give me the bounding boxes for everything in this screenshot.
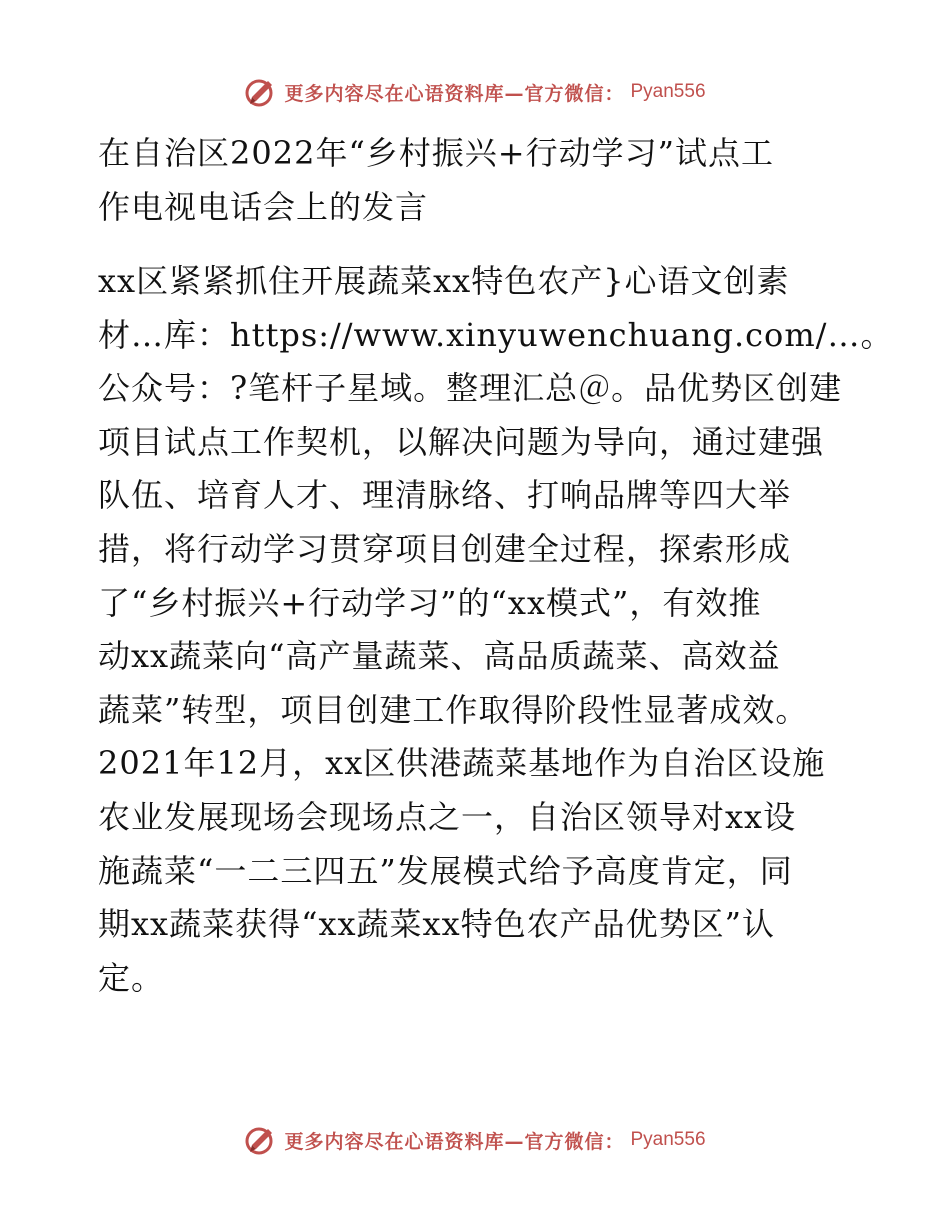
- title-line: 作电视电话会上的发言: [98, 187, 429, 226]
- body-line: 材…库：https://www.xinyuwenchuang.com/…。: [98, 315, 894, 354]
- pen-logo-icon: [244, 1123, 278, 1157]
- body-line: 了“乡村振兴+行动学习”的“xx模式”，有效推: [98, 583, 762, 622]
- header-watermark-banner: [0, 72, 950, 112]
- body-line: 动xx蔬菜向“高产量蔬菜、高品质蔬菜、高效益: [98, 637, 781, 676]
- footer-watermark-banner: [0, 1120, 950, 1160]
- document-title: [98, 128, 858, 235]
- body-line: 期xx蔬菜获得“xx蔬菜xx特色农产品优势区”认: [98, 905, 776, 944]
- document-body: [98, 255, 894, 1005]
- body-line: 公众号：?笔杆子星域。整理汇总＠。品优势区创建: [98, 369, 843, 408]
- body-line: 蔬菜”转型，项目创建工作取得阶段性显著成效。: [98, 690, 809, 729]
- banner-text: 更多内容尽在心语资料库—官方微信：: [284, 1130, 625, 1153]
- banner-wechat-id: Pyan556: [630, 81, 706, 102]
- banner-text: 更多内容尽在心语资料库—官方微信：: [284, 82, 625, 105]
- body-line: 定。: [98, 958, 165, 997]
- body-line: 2021年12月，xx区供港蔬菜基地作为自治区设施: [98, 744, 826, 783]
- body-line: 措，将行动学习贯穿项目创建全过程，探索形成: [98, 529, 792, 568]
- body-line: xx区紧紧抓住开展蔬菜xx特色农产}心语文创素: [98, 262, 790, 300]
- body-line: 项目试点工作契机，以解决问题为导向，通过建强: [98, 422, 825, 461]
- pen-logo-icon: [244, 75, 278, 109]
- banner-wechat-id: Pyan556: [630, 1129, 706, 1150]
- body-line: 施蔬菜“一二三四五”发展模式给予高度肯定，同: [98, 851, 793, 890]
- title-line: 在自治区2022年“乡村振兴+行动学习”试点工: [98, 134, 774, 172]
- body-line: 队伍、培育人才、理清脉络、打响品牌等四大举: [98, 476, 792, 515]
- body-line: 农业发展现场会现场点之一，自治区领导对xx设: [98, 797, 797, 836]
